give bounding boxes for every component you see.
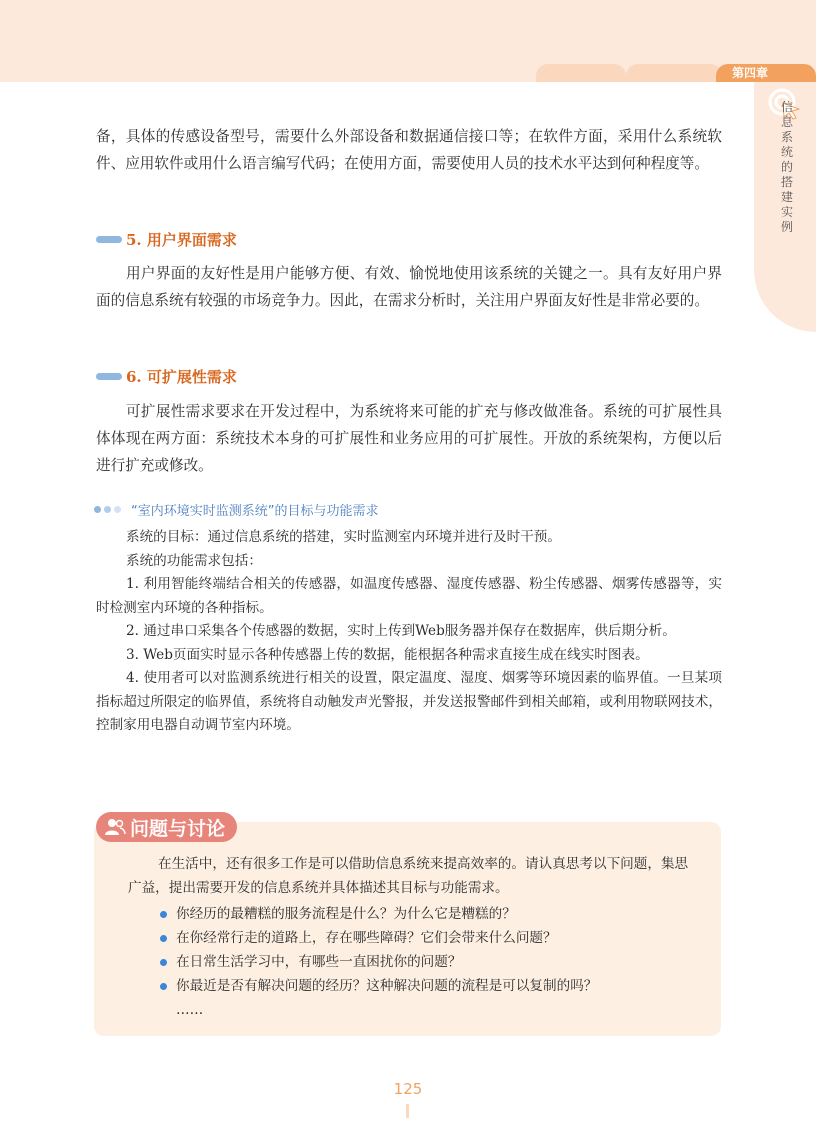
list-item xyxy=(160,902,726,926)
chapter-tab-inactive xyxy=(626,64,722,82)
list-ellipsis: …… xyxy=(176,1002,204,1018)
discussion-content xyxy=(128,852,694,900)
bullet-icon xyxy=(160,983,167,990)
section-heading-text: 6. 可扩展性需求 xyxy=(126,368,237,386)
discussion-lead: 在生活中，还有很多工作是可以借助信息系统来提高效率的。请认真思考以下问题，集思广益，提出需要开发的信息系统并具体描述其目标与功能需求。 xyxy=(128,856,689,896)
side-chapter-title: 信息系统的搭建实例 xyxy=(780,100,793,234)
discussion-badge-label: 问题与讨论 xyxy=(130,817,226,840)
list-item-text: 你经历的最糟糕的服务流程是什么？为什么它是糟糕的？ xyxy=(176,906,516,922)
chapter-tab-active: 第四章 xyxy=(716,64,816,82)
list-item xyxy=(160,926,726,950)
case-func-intro: 系统的功能需求包括： xyxy=(126,552,262,569)
discussion-list xyxy=(128,902,726,1022)
section-heading-extensibility xyxy=(96,366,237,387)
case-item: 3. Web页面实时显示各种传感器上传的数据，能根据各种需求直接生成在线实时图表。 xyxy=(126,646,649,663)
people-icon xyxy=(104,818,126,836)
section-bar-icon xyxy=(96,373,122,380)
page-number-tick xyxy=(406,1104,409,1118)
case-goal: 系统的目标：通过信息系统的搭建，实时监测室内环境并进行及时干预。 xyxy=(126,529,561,545)
list-item xyxy=(160,974,726,998)
list-item-text: 在你经常行走的道路上，存在哪些障碍？它们会带来什么问题？ xyxy=(176,930,557,946)
list-item xyxy=(160,950,726,974)
list-item-text: 你最近是否有解决问题的经历？这种解决问题的流程是可以复制的吗？ xyxy=(176,978,598,994)
chapter-tab-inactive xyxy=(536,64,626,82)
case-body xyxy=(96,526,722,738)
section-heading-ui xyxy=(96,229,237,250)
intro-paragraph: 备，具体的传感设备型号，需要什么外部设备和数据通信接口等；在软件方面，采用什么系统软件、应用软件或用什么语言编写代码；在使用方面，需要使用人员的技术水平达到何种程度等。 xyxy=(96,128,722,172)
bullet-icon xyxy=(160,911,167,918)
case-item: 4. 使用者可以对监测系统进行相关的设置，限定温度、湿度、烟雾等环境因素的临界值。一旦某项指标超过所限定的临界值，系统将自动触发声光警报，并发送报警邮件到相关邮箱，或利用物联网技术，控制家用电器自动调节室内环境。 xyxy=(96,670,722,733)
bullet-icon xyxy=(160,935,167,942)
case-heading xyxy=(94,500,378,519)
section-body-ui: 用户界面的友好性是用户能够方便、有效、愉悦地使用该系统的关键之一。具有友好用户界面的信息系统有较强的市场竞争力。因此，在需求分析时，关注用户界面友好性是非常必要的。 xyxy=(96,265,722,309)
three-dots-icon xyxy=(94,506,121,513)
section-heading-text: 5. 用户界面需求 xyxy=(126,231,237,249)
bullet-icon xyxy=(160,959,167,966)
case-item: 2. 通过串口采集各个传感器的数据，实时上传到Web服务器并保存在数据库，供后期分析。 xyxy=(126,623,676,639)
list-item-text: 在日常生活学习中，有哪些一直困扰你的问题？ xyxy=(176,954,462,970)
section-bar-icon xyxy=(96,236,122,243)
section-body-extensibility: 可扩展性需求要求在开发过程中，为系统将来可能的扩充与修改做准备。系统的可扩展性具体体现在两方面：系统技术本身的可扩展性和业务应用的可扩展性。开放的系统架构，方便以后进行扩充或修改。 xyxy=(96,403,722,474)
case-item: 1. 利用智能终端结合相关的传感器，如温度传感器、湿度传感器、粉尘传感器、烟雾传感器等，实时检测室内环境的各种指标。 xyxy=(96,576,722,616)
discussion-badge xyxy=(96,812,237,842)
case-title: “室内环境实时监测系统”的目标与功能需求 xyxy=(131,504,379,519)
page-number: 125 xyxy=(393,1080,423,1098)
